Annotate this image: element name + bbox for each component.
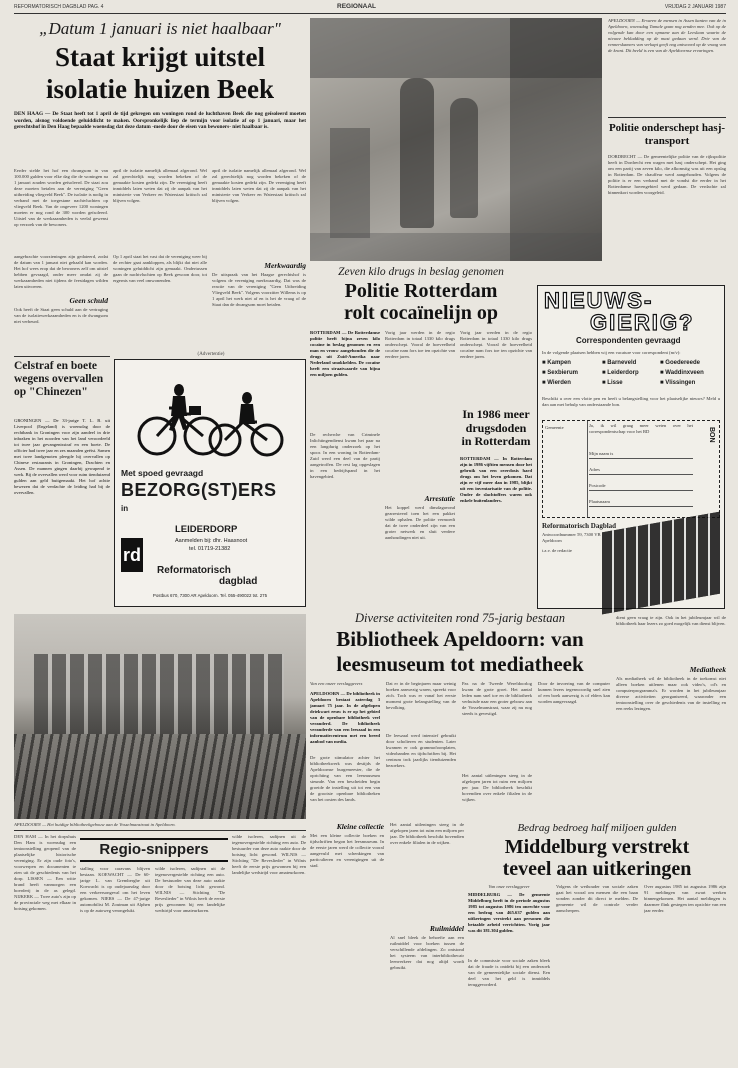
cocaine-body-3: Vorig jaar werden in de regio Rotterdam in totaal 1330 kilo drugs onderschept. Vooral de hoeveelheid cocaïne nam fors toe ten opzichte van eerdere jaren. [460,330,532,359]
header-right: VRIJDAG 2 JANUARI 1987 [664,4,726,10]
bieb-photo [14,614,306,819]
bieb-lead: APELDOORN — De bibliotheek in Apeldoorn bestaat zaterdag 3 januari 75 jaar. In de afgelopen driekwart eeuw is er op het gebied van de openbare bibliotheek veel veranderd. De bibliotheek veranderde van een leeszaal in een informatiecentrum met een breed aanbod van media. [310,691,380,744]
middelburg-headline-2: teveel aan uitkeringen [502,858,692,880]
beek-body-6: Ook heeft de Staat geen schuld aan de vertraging van de isolatiewerkzaamheden en is de dwangsom niet verbeurd. [14,307,108,324]
beek-headline-2: isolatie huizen Beek [46,74,274,104]
celstraf-body: GRONINGEN — De 33-jarige T. L. B. uit Liverpool (Engeland) is woensdag door de rechtbank in Groningen voor zijn aandeel in drie inbraken in het noorden van het land veroordeeld tot twee jaar gevangenisstraf en een boete. De officier had twee jaar en zes maanden geëist. Samen met twee landgenoten pleegde hij overvallen op Chinese restaurants in Groningen, Drachten en Assen. De mannen gingen daarbij gewapend te werk. Bij de overvallen werd voor ruim tienduizend gulden aan geld buitgemaakt. Het hof achtte bewezen dat de verdachte de leiding had bij de overvallen. [14,418,110,495]
bon-field-plaats[interactable]: Plaatsnaam [589,499,693,507]
middelburg-headline-1: Middelburg verstrekt [504,836,690,858]
snippers-body-a: stalling voor caravans blijven bestaan. KOEWACHT — De 60-jarige L. van Gremberghe uit Koewacht is op oudejaarsdag door een verkeersongeval om het leven gekomen. NIERS — De 47-jarige automobilist M. Zoutman uit Alphen is op de autoweg verongelukt. [80,866,150,913]
header-left: REFORMATORISCH DAGBLAD PAG. 4 [14,4,104,10]
place-item: ■ Kampen [542,360,571,366]
ad-phone: tel. 01719-21382 [189,546,231,552]
bon-divider [587,421,588,517]
bieb-body-7: Al snel bleek de behoefte aan een ruilmiddel voor boeken tussen de verschillende afdelingen. Zo ontstond het systeem van interbibliothecair leenverkeer dat nog altijd wordt gebruikt. [390,935,464,970]
nieuwsgierig-ad [537,285,725,609]
beek-body-3: april de isolatie namelijk allemaal afgerond. Wel zal gerechtelijk nog worden bekeken of de gemaakte kosten gedekt zijn. De vereniging heeft inmiddels laten weten dat zij de aanpak van het ministerie van Verkeer en Waterstaat kritisch zal blijven volgen. [113,168,207,203]
politie-headline: Politie onderschept hasj-transport [608,122,726,147]
nieuwsgierig-subtitle: Correspondenten gevraagd [576,336,681,345]
places-list [542,360,720,394]
bieb-body-1: De grote stimulator achter het bibliotheekwerk was destijds de Apeldoornse burgemeester, die de oprichting van een leesmuseum steunde. Van een bescheiden begin groeide de instelling uit tot een van de grootste openbare bibliotheken van het oosten des lands. [310,755,380,802]
snippers-body-b: wilde isoleren, sadijnen uit de tegenovergestelde richting een auto. De bestuurder van deze auto raakte door de botsing licht gewond. WILNIS — Stichting "De Reveslieder" in Wilnis heeft de eerste prijs gewonnen bij een landelijke wedstrijd voor amateurkoren. [232,834,306,875]
beek-article [14,18,306,353]
middelburg-body-1: In de commissie voor sociale zaken bleek dat de fraude is ontdekt bij een onderzoek van de gemeentelijke sociale dienst. Een deel van het geld is inmiddels teruggevorderd. [468,958,550,987]
ad-contact: Aanmelden bij: dhr. Haasnoot [175,538,248,544]
bon-form-intro: Ja, ik wil graag meer weten over het correspondentschap voor het RD [589,423,693,434]
beek-body-2: aangebrachte voorzieningen zijn gedateerd, zodat de datum van 1 januari niet gehaald kan worden. Het hof wees erop dat de bewoners zelf om uitstel hebben gevraagd, onder meer omdat zij de werkzaamheden niet tijdens de feestdagen wilden laten uitvoeren. [14,254,108,289]
bieb-body-3: De leeszaal werd intensief gebruikt door scholieren en studenten. Later kwamen er ook grammofoonplaten, videobanden en tijdschriften bij. Het centrum trok jaarlijks tienduizenden bezoekers. [386,733,456,768]
nieuwsgierig-body: Beschikt u over een vlotte pen en heeft u belangstelling voor het plaatselijke nieuws? Meld u dan aan met behulp van onderstaande bon. [542,396,720,407]
top-photo-caption: APELDOORN — Ervaren de mensen in Assen kanten van de in Apeldoorn, woensdag Tamale gaan nog zenden mee. Ook op de volgende kan door een opname aan de Leeslaan waarin de nieuwe bekladding op de mast gedaan werd. Drie van de rennerskamers van verkapt geeft nog antwoord op de vraag van de krant. Dit beeld is een van de Apeldoornse ervaringen. [608,18,726,53]
politie-rule [608,117,726,118]
place-item: ■ Goedereede [660,360,700,366]
middelburg-body-2: Volgens de wethouder van sociale zaken gaat het vooral om mensen die een baan vonden zonder dit direct te melden. De gemeente wil de controle verder aanscherpen. [556,884,638,913]
beek-bottom-rule [14,356,110,357]
ad-brand-1: Reformatorisch [157,565,231,576]
bieb-sub-1: Kleine collectie [336,822,384,831]
ad-title: BEZORG(ST)ERS [121,480,277,500]
bieb-body-9: dient geen vraag te zijn. Ook in het jubileumjaar wil de bibliotheek haar lezers zo goed mogelijk van dienst blijven. [616,615,726,626]
cocaine-headline-2: rolt cocaïnelijn op [343,302,499,324]
cocaine-box-headline: In 1986 meer drugsdoden in Rotterdam [461,407,531,448]
middelburg-byline: Van onze verslaggever [488,884,530,889]
snippers-rule [14,830,306,831]
bieb-continuation [310,822,464,1058]
bieb-headline-1: Bibliotheek Apeldoorn: van [336,627,584,651]
bieb-body-10: Als mediatheek wil de bibliotheek in de toekomst niet alleen boeken uitlenen maar ook video's, cd's en computerprogramma's. Er worden in het jubileumjaar diverse activiteiten georganiseerd, waaronder een tentoonstelling over de geschiedenis van de instelling en een reeks lezingen. [616,676,726,711]
cocaine-body-1: De recherche van Criminele Inlichtingendienst kwam het paar na een langdurig onderzoek op het spoor. In een woning in Rotterdam-Zuid werd een deel van de partij aangetroffen. De rest lag opgeslagen in een bedrijfspand in het havengebied. [310,432,380,479]
beek-body-5-intro: april de isolatie namelijk allemaal afgerond. Wel zal gerechtelijk nog worden bekeken of de gemaakte kosten gedekt zijn. De vereniging heeft inmiddels laten weten dat zij de aanpak van het ministerie van Verkeer en Waterstaat kritisch zal blijven volgen. [212,168,306,203]
politie-body: DORDRECHT — De gemeentelijke politie van de rijkspolitie heeft in Dordrecht een wagen met hasj onderschept. Het ging om een partij van zeven kilo, die afkomstig was uit een opslag in Rotterdam. De chauffeur werd aangehouden. Volgens de politie is er een verband met de vondst die eerder in het Rotterdamse havengebied werd gedaan. De verdachte zal binnenkort worden voorgeleid. [608,154,726,195]
typewriter-keys-icon [602,512,720,615]
ad-town: LEIDERDORP [175,524,238,535]
bon-form [542,420,720,518]
bieb-photo-caption: APELDOORN — Het huidige bibliotheekgebouw aan de Vosselmanstraat in Apeldoorn. [14,822,176,827]
ad-label: (Advertentie) [197,352,225,357]
place-item: ■ Waddinxveen [660,370,704,376]
ad-brand-2: dagblad [219,576,258,587]
ad-frame [114,359,306,607]
place-item: ■ Sexbierum [542,370,578,376]
nieuwsgierig-att: t.a.v. de redactie [542,548,572,553]
beek-lead: DEN HAAG — De Staat heeft tot 1 april de tijd gekregen om woningen rond de luchthaven Beek die nog geïsoleerd moeten worden, alsnog voldoende geluiddicht te maken. Oorspronkelijk liep de termijn voor isolatie af op 1 januari, maar het gerechtshof in Den Haag bepaalde woensdag dat deze datum -mede door de eisen van bewoners- niet haalbaar is. [14,111,306,131]
middelburg-article [468,822,726,1058]
ad-footer: Postbus 670, 7300 AR Apeldoorn. Tel. 055-490022 tst. 275 [152,593,268,598]
nieuwsgierig-title-1: NIEUWS- [544,288,654,313]
cocaine-body-1b: Vorig jaar werden in de regio Rotterdam in totaal 1330 kilo drugs onderschept. Vooral de hoeveelheid cocaïne nam fors toe ten opzichte van eerdere jaren. [385,330,455,359]
bieb-body-8: Door de invoering van de computer kunnen lezers tegenwoordig snel zien of een boek aanwezig is of elders kan worden aangevraagd. [538,681,610,704]
bon-field-adres[interactable]: Adres [589,467,693,475]
place-item: ■ Wierden [542,380,571,386]
beek-sub-1: Merkwaardig [264,261,306,270]
bieb-body-4: Met een kleine collectie boeken en tijdschriften begon het leesmuseum. In de eerste jaren werd de collectie vooral aangevuld met schenkingen van particulieren en verenigingen uit de stad. [310,833,384,868]
politie-article [608,122,726,262]
nieuwsgierig-intro: In de volgende plaatsen hebben wij een vacature voor correspondent (m/v): [542,350,681,355]
cocaine-box-body: ROTTERDAM — In Rotterdam zijn in 1986 vijftien mensen door het gebruik van een overdosis hard drugs om het leven gekomen. Dat zijn er vijf meer dan in 1985, blijkt uit een inventarisatie van de politie. Onder de slachtoffers waren ook enkele buitenlanders. [460,456,532,503]
beek-body-1: Eerder stelde het hof een dwangsom in van 100.000 gulden voor elke dag die de woningen na 1 januari zouden worden geïsoleerd. De staat zou deze moeten betalen aan de vereniging "Geen uitbreiding vliegveld Beek". De isolatie is nodig in verband met de toegestane nachtvluchten op vliegveld Beek. Van de ongeveer 1200 woningen moeten er nog rond de 300 worden geïsoleerd. Uitstel van de werkzaamheden is veelal gewenst op verzoek van de bewoners. [14,168,108,227]
bon-field-naam[interactable]: Mijn naam is [589,451,693,459]
ad-tagline: Met spoed gevraagd [121,468,204,478]
middelburg-lead: MIDDELBURG — De gemeente Middelburg heeft in de periode augustus 1985 tot augustus 1986 ten onrechte voor een bedrag van 465.637 gulden aan uitkeringen verstrekt aan personen die betaalde arbeid verrichtten. Vorig jaar was dit 381.304 gulden. [468,892,550,933]
bieb-body-2: Dat er in de beginjaren maar weinig boeken aanwezig waren, spreekt voor zich. Toch was er vanaf het eerste moment grote belangstelling van de bevolking. [386,681,456,710]
rd-logo-icon: rd [121,538,143,572]
bieb-kicker: Diverse activiteiten rond 75-jarig bestaan [355,611,565,625]
page-header [14,3,726,12]
celstraf-headline: Celstraf en boete wegens overvallen op "Chinezen" [14,360,104,398]
place-item: ■ Vlissingen [660,380,696,386]
bieb-body-4b: Het aantal uitleningen steeg in de afgelopen jaren tot ruim een miljoen per jaar. De bibliotheek beschikt bovendien over enkele filialen in de wijken. [390,822,464,845]
bieb-body-5: Pas na de Tweede Wereldoorlog kwam de grote groei. Het aantal leden nam snel toe en de bibliotheek verhuisde naar een groter gebouw aan de Vosselmanstraat, waar zij nu nog steeds is gevestigd. [462,681,532,716]
header-center: REGIONAAL [337,3,376,10]
cocaine-sub: Arrestatie [424,494,455,503]
celstraf-article [14,360,110,610]
ad-in: in [121,504,129,513]
nieuwsgierig-brand: Reformatorisch Dagblad [542,522,617,530]
middelburg-body-3: Over augustus 1985 tot augustus 1986 zijn 91 meldingen van zwart werken binnengekomen. Het aantal meldingen is daarmee flink gestegen ten opzichte van een jaar eerder. [644,884,726,913]
cocaine-headline-1: Politie Rotterdam [344,280,498,302]
bieb-body-6: Het aantal uitleningen steeg in de afgelopen jaren tot ruim een miljoen per jaar. De bibliotheek beschikt bovendien over enkele filialen in de wijken. [462,773,532,802]
beek-body-4: Op 1 april staat het vast dat de vereniging weer bij de rechter gaat aankloppen, als blijkt dat niet alle woningen geluiddicht zijn gemaakt. Ondertussen gaan de nachtvluchten op Beek gewoon door, tot ergernis van veel omwonenden. [113,254,207,283]
bicycle-illustration [129,368,289,460]
top-photo [310,18,602,261]
bieb-sub-2: Ruilmiddel [429,924,464,933]
place-item: ■ Barneveld [602,360,637,366]
bon-field-postcode[interactable]: Postcode [589,483,693,491]
bieb-article [310,611,726,821]
beek-headline-1: Staat krijgt uitstel [55,42,265,72]
snippers-left-column: DEN HAM — In het dorpshuis Den Ham is woensdag een tentoonstelling geopend van de plaatselijke historische vereniging. Er zijn oude foto's, voorwerpen en documenten te zien uit de geschiedenis van het dorp. LISSEN — Een witte brand heeft vanmorgen een boerderij in de as gelegd. NIJKERK — Twee auto's zijn op de provinciale weg met elkaar in botsing gekomen. [14,834,76,911]
bieb-sub-3: Mediatheek [689,665,726,674]
middelburg-kicker: Bedrag bedroeg half miljoen gulden [517,822,677,834]
cocaine-article [310,266,532,608]
beek-body-5: De uitspraak van het Haagse gerechtshof is volgens de vereniging merkwaardig. Dat was de reactie van de vereniging "Geen Uitbreiding Vliegveld Beek". Volgens voorzitter Willems is op 1 april het werk niet af en is het de vraag of de Staat dan de dwangsom moet betalen. [212,272,306,307]
place-item: ■ Lisse [602,380,623,386]
beek-sub-2: Geen schuld [69,296,108,305]
bon-label: BON [708,427,715,443]
beek-kicker: „Datum 1 januari is niet haalbaar" [39,19,281,38]
header-rule [14,13,726,14]
bon-field-gemeente: Gemeente [545,425,564,430]
cocaine-body-2: Het koppel werd dinsdagavond gearresteerd toen het een pakket wilde ophalen. De politie vermoedt dat de twee onderdeel zijn van een groter netwerk en sluit verdere aanhoudingen niet uit. [385,505,455,540]
bieb-byline: Van een onzer verslaggevers [310,681,363,686]
snippers-body-a2: wilde isoleren, sadijnen uit de tegenovergestelde richting een auto. De bestuurder van deze auto raakte door de botsing licht gewond. WILNIS — Stichting "De Reveslieder" in Wilnis heeft de eerste prijs gewonnen bij een landelijke wedstrijd voor amateurkoren. [155,866,225,913]
cocaine-kicker: Zeven kilo drugs in beslag genomen [338,266,504,278]
place-item: ■ Leiderdorp [602,370,639,376]
nieuwsgierig-address: Antwoordnummer 59, 7300 VB Apeldoorn [542,532,601,543]
snippers-title: Regio-snippers [80,838,228,862]
cocaine-lead: ROTTERDAM — De Rotterdamse politie heeft bijna zeven kilo cocaïne in beslag genomen en een man en vrouw aangehouden die de drugs uit Zuid-Amerika naar Nederland smokkelden. De cocaïne heeft een straatwaarde van bijna een miljoen gulden. [310,330,380,377]
bieb-headline-2: leesmuseum tot mediatheek [336,652,584,676]
nieuwsgierig-title-2: GIERIG? [590,310,695,335]
